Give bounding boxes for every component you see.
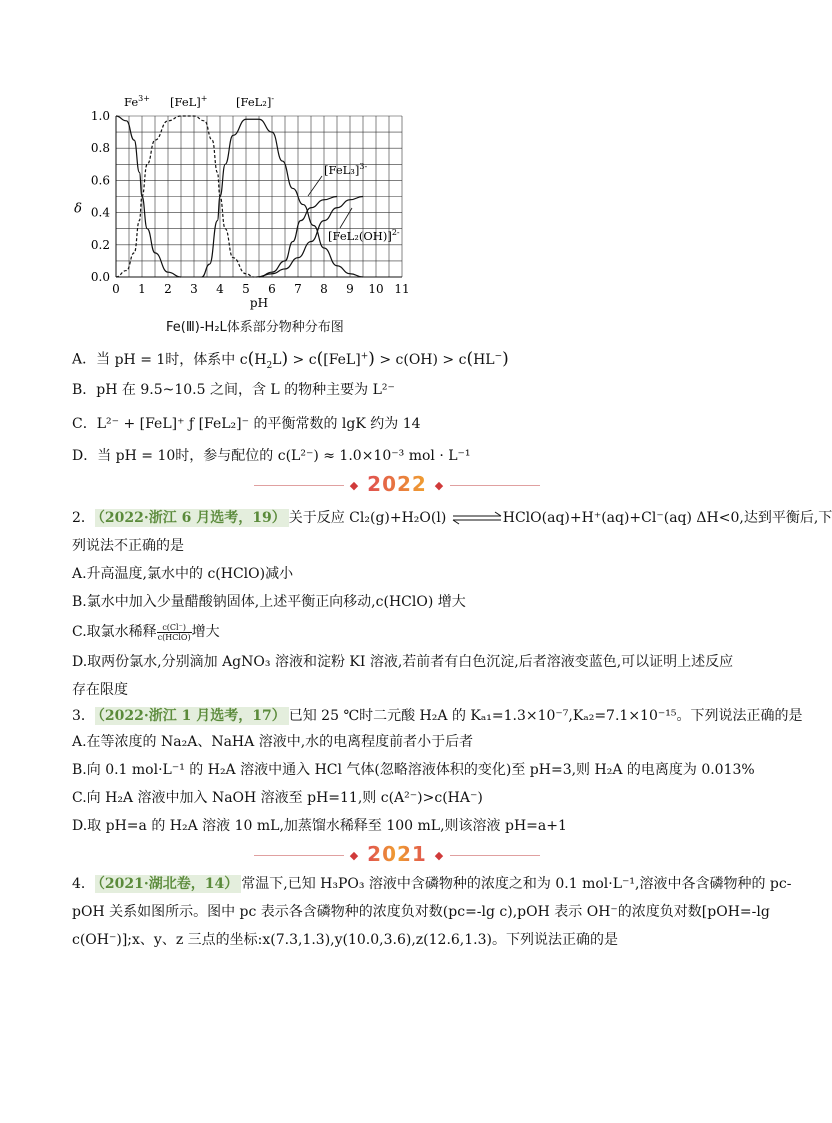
q4-stem-line1 [72,874,791,894]
x-tick-label: 3 [190,282,198,296]
y-tick-label: 0.8 [90,141,110,156]
q2-option-d-line1: D.取两份氯水,分别滴加 AgNO₃ 溶液和淀粉 KI 溶液,若前者有白色沉淀,后者溶液变蓝色,可以证明上述反应 [72,654,734,670]
q2-option-b: B.氯水中加入少量醋酸钠固体,上述平衡正向移动,c(HClO) 增大 [72,594,466,610]
q1-option-d: D．当 pH = 10时，参与配位的 c(L²⁻) ≈ 1.0×10⁻³ mol · L⁻¹ [72,448,471,464]
series-label-[FeL2]-: [FeL₂]- [236,94,275,109]
y-tick-label: 0.0 [90,270,110,284]
q1-option-c: C．L²⁻ + [FeL]⁺ ƒ [FeL₂]⁻ 的平衡常数的 lgK 约为 14 [72,416,421,432]
x-axis-label: pH [249,296,269,310]
q3-option-d: D.取 pH=a 的 H₂A 溶液 10 mL,加蒸馏水稀释至 100 mL,则该溶液 pH=a+1 [72,818,567,834]
q2-stem-b: HClO(aq)+H⁺(aq)+Cl⁻(aq) ΔH<0,达到平衡后,下 [502,510,832,526]
pointer-line-FeL3 [308,176,322,196]
series-label-[FeL2(OH)]2-: $[FeL_2(OH)]^{2-}$ [328,228,400,243]
q3-stem-text: 已知 25 ℃时二元酸 H₂A 的 Kₐ₁=1.3×10⁻⁷,Kₐ₂=7.1×10⁻¹⁵。下列说法正确的是 [288,708,803,724]
q3-option-a: A.在等浓度的 Na₂A、NaHA 溶液中,水的电离程度前者小于后者 [72,734,474,750]
q2-option-c-pre: C.取氯水稀释 [72,624,157,640]
species-distribution-chart [60,88,420,338]
x-tick-label: 8 [320,282,328,296]
year-divider-2021: ◆ 2021 ◆ [0,842,794,866]
q3-number: 3． [72,708,95,724]
year-label-2021: 2021 [367,842,427,866]
x-tick-label: 10 [368,282,384,296]
x-tick-label: 0 [112,282,120,296]
q2-fraction-denominator: c(HClO) [157,632,191,642]
x-tick-label: 9 [346,282,354,296]
y-tick-label: 1.0 [90,109,110,123]
y-tick-label: 0.4 [90,205,110,220]
q1-option-a-display: pH = 1时，体系中 $c(H_2L) > c([FeL]^+) > c(OH) > c(HL^-)$ [114,348,509,371]
x-tick-label: 2 [164,282,172,296]
x-tick-label: 1 [138,282,146,296]
q2-stem-line1 [72,508,832,528]
q4-stem-line3: c(OH⁻)];x、y、z 三点的坐标:x(7.3,1.3),y(10.0,3.6),z(12.6,1.3)。下列说法正确的是 [72,932,618,948]
q2-option-c [72,622,220,642]
q4-line1-text: 常温下,已知 H₃PO₃ 溶液中含磷物种的浓度之和为 0.1 mol·L⁻¹,溶液中各含磷物种的 pc- [241,876,792,892]
q2-option-c-post: 增大 [191,624,220,640]
x-tick-label: 11 [394,282,410,296]
x-tick-label: 4 [216,282,224,296]
q4-source-tag: （2021·湖北卷，14） [95,875,241,893]
chart-caption: Fe(Ⅲ)-H₂L体系部分物种分布图 [166,320,344,335]
q2-stem-line2: 列说法不正确的是 [72,538,184,554]
x-tick-label: 7 [294,282,302,296]
x-tick-label: 5 [242,282,250,296]
q2-option-a: A.升高温度,氯水中的 c(HClO)减小 [72,566,294,582]
series-label-[FeL3]3-: $[FeL_3]^{3-}$ [324,162,368,177]
q1-option-a [72,346,509,375]
q1-option-a-label: A．当 [72,351,111,368]
series-label-[FeL]+: [FeL]+ [170,94,208,109]
year-divider-2022: ◆ 2022 ◆ [0,472,794,496]
y-tick-label: 0.6 [90,173,110,188]
q2-source-tag: （2022·浙江 6 月选考，19） [95,509,289,527]
equilibrium-arrow-icon [451,512,503,524]
series-line-[FeL2]- [202,119,363,277]
q2-stem-a: 关于反应 Cl₂(g)+H₂O(l) [288,510,447,526]
q2-fraction [157,623,192,642]
series-label-Fe3+: $Fe^{3+}$ [124,94,150,109]
q4-number: 4． [72,876,95,892]
q2-number: 2． [72,510,95,526]
q3-option-c: C.向 H₂A 溶液中加入 NaOH 溶液至 pH=11,则 c(A²⁻)>c(HA⁻) [72,790,483,806]
q3-source-tag: （2022·浙江 1 月选考，17） [95,707,289,725]
q2-fraction-numerator: c(Cl⁻) [157,623,192,633]
q3-stem [72,706,802,726]
q4-stem-line2: pOH 关系如图所示。图中 pc 表示各含磷物种的浓度负对数(pc=-lg c),pOH 表示 OH⁻的浓度负对数[pOH=-lg [72,904,770,920]
x-tick-label: 6 [268,282,276,296]
y-axis-label: δ [74,201,82,217]
year-label-2022: 2022 [367,472,427,496]
y-tick-label: 0.2 [90,237,110,252]
q3-option-b: B.向 0.1 mol·L⁻¹ 的 H₂A 溶液中通入 HCl 气体(忽略溶液体积的变化)至 pH=3,则 H₂A 的电离度为 0.013% [72,762,755,778]
q2-option-d-line2: 存在限度 [72,682,128,698]
q1-option-b: B．pH 在 9.5~10.5 之间，含 L 的物种主要为 L²⁻ [72,382,395,398]
